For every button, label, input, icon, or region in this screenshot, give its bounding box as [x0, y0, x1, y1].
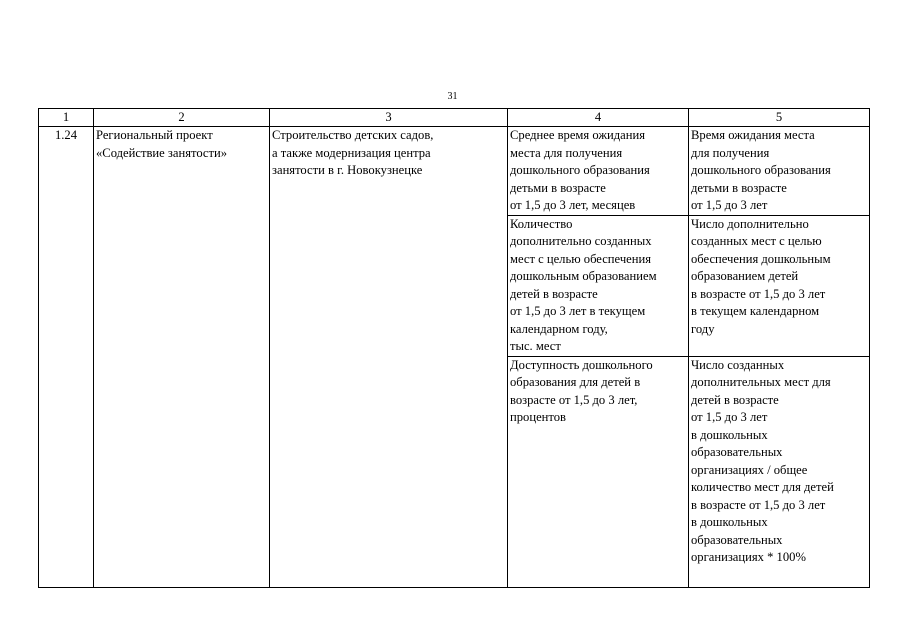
indicator-method: Число дополнительно созданных мест с целью обеспечения дошкольным образованием детей в возрасте от 1,5 до 3 лет в текущем календарном году — [691, 216, 831, 336]
indicator-name-cell — [508, 356, 689, 587]
event-cell — [270, 127, 508, 588]
header-row — [39, 109, 870, 127]
project-name: Региональный проект «Содействие занятости» — [96, 128, 228, 160]
indicator-method: Время ожидания места для получения дошкольного образования детьми в возрасте от 1,5 до 3 лет — [691, 128, 831, 212]
indicator-name-cell — [508, 127, 689, 216]
indicator-method-cell — [689, 356, 870, 587]
event-name: Строительство детских садов, а также модернизация центра занятости в г. Новокузнецке — [272, 128, 434, 177]
row-number: 1.24 — [39, 127, 94, 588]
indicator-name: Среднее время ожидания места для получения дошкольного образования детьми в возрасте от 1,5 до 3 лет, месяцев — [510, 128, 650, 212]
indicator-name: Количество дополнительно созданных мест с целью обеспечения дошкольным образованием детей в возрасте от 1,5 до 3 лет в текущем календарном году, тыс. мест — [510, 216, 657, 353]
table-header — [39, 109, 870, 127]
table-body — [39, 127, 870, 588]
header-col-3: 3 — [270, 109, 508, 127]
page-number: 31 — [447, 91, 458, 102]
indicator-name-cell — [508, 215, 689, 356]
header-col-5: 5 — [689, 109, 870, 127]
table-row — [39, 127, 870, 216]
indicator-method-cell — [689, 215, 870, 356]
project-cell — [94, 127, 270, 588]
header-col-2: 2 — [94, 109, 270, 127]
header-col-1: 1 — [39, 109, 94, 127]
indicator-name: Доступность дошкольного образования для детей в возрасте от 1,5 до 3 лет, процентов — [510, 357, 653, 424]
header-col-4: 4 — [508, 109, 689, 127]
indicators-table — [38, 108, 870, 588]
indicator-method-cell — [689, 127, 870, 216]
indicator-method: Число созданных дополнительных мест для детей в возрасте от 1,5 до 3 лет в дошкольных образовательных организациях / общее количество мест для детей в возрасте от 1,5 до 3 лет в дошкольных образовательных организациях * 100% — [691, 357, 834, 564]
